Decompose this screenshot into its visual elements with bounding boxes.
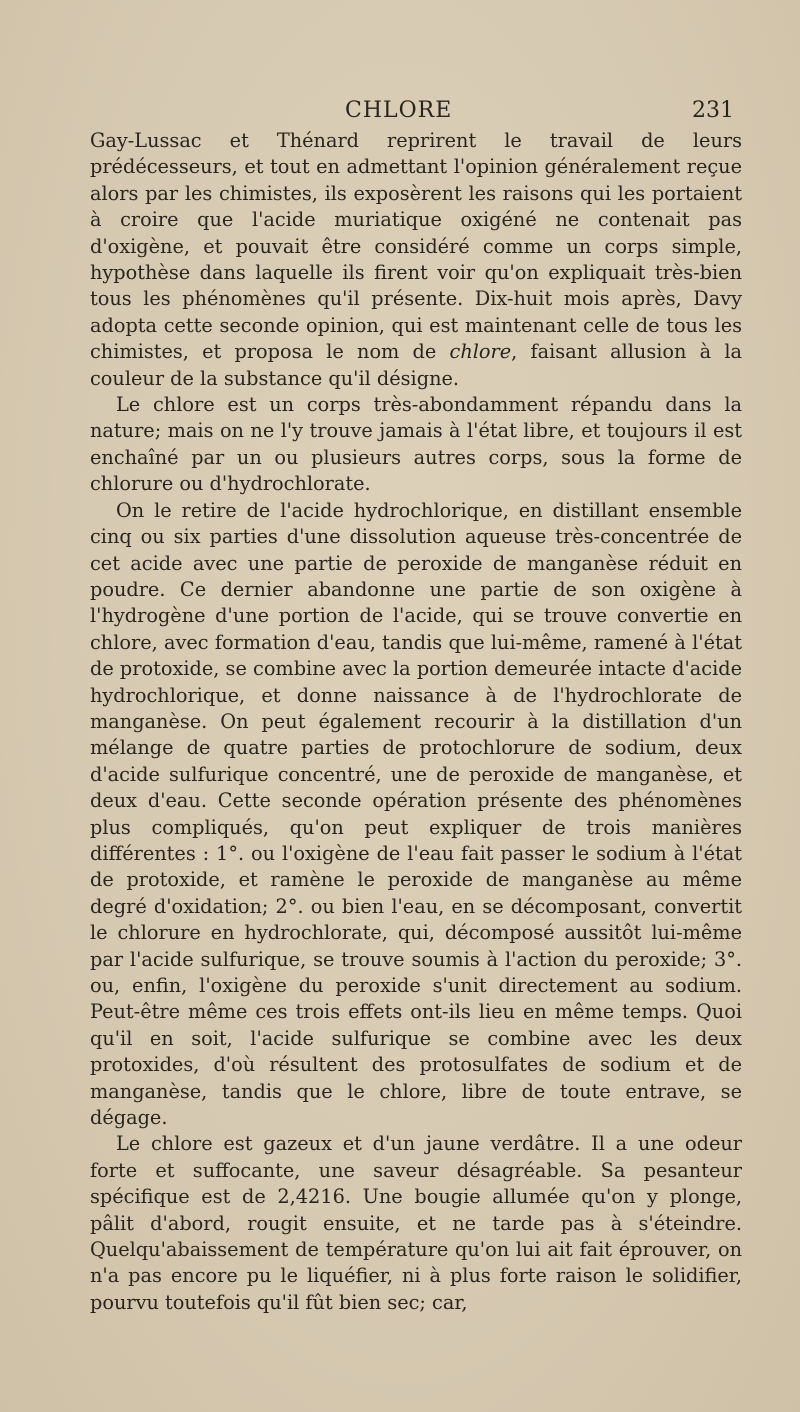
page-header [90,98,740,128]
paragraph: On le retire de l'acide hydrochlorique, en distillant ensemble cinq ou six parties d'une dissolution aqueuse très-concentrée de cet acide avec une partie de peroxide de manganèse réduit en poudre. Ce dernier abandonne une partie de son oxigène à l'hydrogène d'une portion de l'acide, qui se trouve convertie en chlore, avec formation d'eau, tandis que lui-même, ramené à l'état de protoxide, se combine avec la portion demeurée intacte d'acide hydrochlorique, et donne naissance à de l'hydrochlorate de manganèse. On peut également recourir à la distillation d'un mélange de quatre parties de protochlorure de sodium, deux d'acide sulfurique concentré, une de peroxide de manganèse, et deux d'eau. Cette seconde opération présente des phénomènes plus compliqués, qu'on peut expliquer de trois manières différentes : 1°. ou l'oxigène de l'eau fait passer le sodium à l'état de protoxide, et ramène le peroxide de manganèse au même degré d'oxidation; 2°. ou bien l'eau, en se décomposant, convertit le chlorure en hydrochlorate, qui, décomposé aussitôt lui-même par l'acide sulfurique, se trouve soumis à l'action du peroxide; 3°. ou, enfin, l'oxigène du peroxide s'unit directement au sodium. Peut-être même ces trois effets ont-ils lieu en même temps. Quoi qu'il en soit, l'acide sulfurique se combine avec les deux protoxides, d'où résultent des protosulfates de sodium et de manganèse, tandis que le chlore, libre de toute entrave, se dégage. [90,498,742,1130]
paragraph [90,128,742,392]
emphasized-term: chlore [449,340,512,364]
paragraph-text: , faisant allusion à la couleur de la substance qu'il désigne. [90,340,742,390]
body-text [90,128,742,1316]
page-number: 231 [692,98,734,123]
paragraph-text: Gay-Lussac et Thénard reprirent le travail de leurs prédécesseurs, et tout en admettant l'opinion généralement reçue alors par les chimistes, ils exposèrent les raisons qui les portaient à croire que l'acide muriatique oxigéné ne contenait pas d'oxigène, et pouvait être considéré comme un corps simple, hypothèse dans laquelle ils firent voir qu'on expliquait très-bien tous les phénomènes qu'il présente. Dix-huit mois après, Davy adopta cette seconde opinion, qui est maintenant celle de tous les chimistes, et proposa le nom de [90,129,742,364]
running-head: CHLORE [345,98,453,123]
paragraph: Le chlore est un corps très-abondamment répandu dans la nature; mais on ne l'y trouve jamais à l'état libre, et toujours il est enchaîné par un ou plusieurs autres corps, sous la forme de chlorure ou d'hydrochlorate. [90,393,742,496]
paragraph: Le chlore est gazeux et d'un jaune verdâtre. Il a une odeur forte et suffocante, une saveur désagréable. Sa pesanteur spécifique est de 2,4216. Une bougie allumée qu'on y plonge, pâlit d'abord, rougit ensuite, et ne tarde pas à s'éteindre. Quelqu'abaissement de température qu'on lui ait fait éprouver, on n'a pas encore pu le liquéfier, ni à plus forte raison le solidifier, pourvu toutefois qu'il fût bien sec; car, [90,1132,742,1314]
